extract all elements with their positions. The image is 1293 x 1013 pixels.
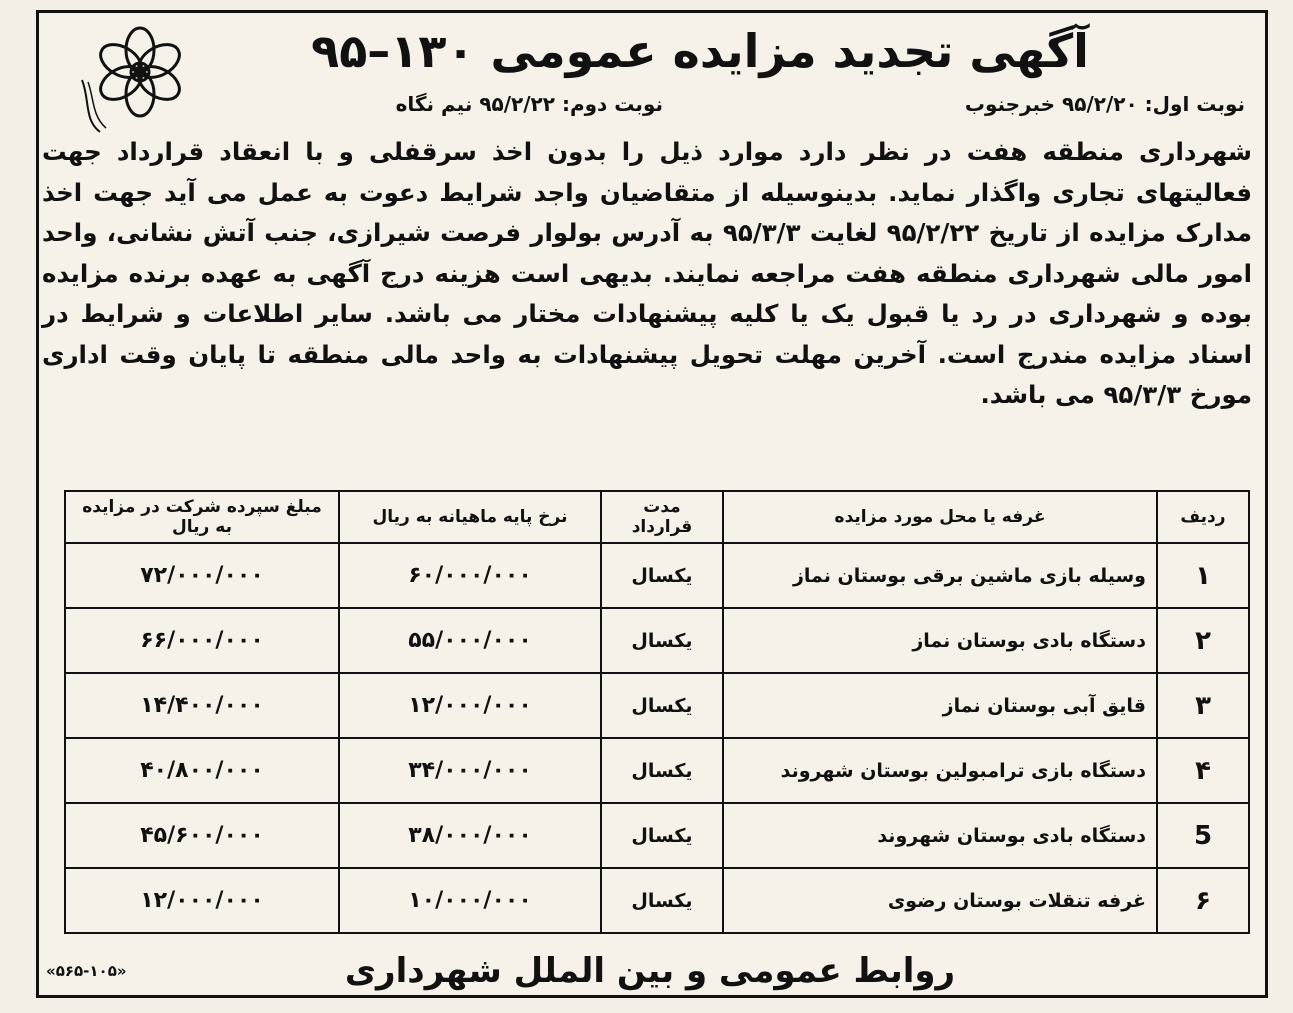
table-row [65, 673, 1249, 738]
table-row [65, 608, 1249, 673]
row-place: دستگاه بادی بوستان شهروند [723, 803, 1157, 868]
row-rate: ۵۵/۰۰۰/۰۰۰ [339, 608, 601, 673]
header-row-number: ردیف [1157, 491, 1249, 543]
row-deposit: ۴۰/۸۰۰/۰۰۰ [65, 738, 339, 803]
table-row [65, 868, 1249, 933]
row-number: ۳ [1157, 673, 1249, 738]
notice-body: شهرداری منطقه هفت در نظر دارد موارد ذیل را بدون اخذ سرقفلی و با انعقاد قرارداد جهت فعالیتهای تجاری واگذار نماید. بدینوسیله از متقاضیان واجد شرایط دعوت به عمل می آید جهت اخذ مدارک مزایده از تاریخ ۹۵/۲/۲۲ لغایت ۹۵/۳/۳ به آدرس بولوار فرصت شیرازی، جنب آتش نشانی، واحد امور مالی شهرداری منطقه هفت مراجعه نمایند. بدیهی است هزینه درج آگهی به عهده برنده مزایده بوده و شهرداری در رد یا قبول یک یا کلیه پیشنهادات مختار می باشد. سایر اطلاعات و شرایط در اسناد مزایده مندرج است. آخرین مهلت تحویل پیشنهادات به واحد مالی منطقه تا پایان وقت اداری مورخ ۹۵/۳/۳ می باشد. [42, 137, 1252, 409]
row-number: ۶ [1157, 868, 1249, 933]
municipality-logo [70, 20, 185, 135]
row-deposit: ۱۲/۰۰۰/۰۰۰ [65, 868, 339, 933]
row-rate: ۱۰/۰۰۰/۰۰۰ [339, 868, 601, 933]
second-issue-line: نوبت دوم: ۹۵/۲/۲۲ نیم نگاه [395, 92, 663, 116]
notice-title: آگهی تجدید مزایده عمومی ۱۳۰–۹۵ [311, 24, 1089, 78]
row-term: یکسال [601, 738, 723, 803]
row-rate: ۱۲/۰۰۰/۰۰۰ [339, 673, 601, 738]
ad-code: «۵۶۵-۱۰۵» [46, 962, 127, 980]
table-row [65, 803, 1249, 868]
row-place: وسیله بازی ماشین برقی بوستان نماز [723, 543, 1157, 608]
first-issue-line: نوبت اول: ۹۵/۲/۲۰ خبرجنوب [964, 92, 1245, 116]
row-deposit: ۴۵/۶۰۰/۰۰۰ [65, 803, 339, 868]
row-deposit: ۷۲/۰۰۰/۰۰۰ [65, 543, 339, 608]
row-term: یکسال [601, 803, 723, 868]
row-number: ۲ [1157, 608, 1249, 673]
row-place: دستگاه بادی بوستان نماز [723, 608, 1157, 673]
row-place: غرفه تنقلات بوستان رضوی [723, 868, 1157, 933]
header-place: غرفه یا محل مورد مزایده [723, 491, 1157, 543]
row-rate: ۶۰/۰۰۰/۰۰۰ [339, 543, 601, 608]
row-rate: ۳۸/۰۰۰/۰۰۰ [339, 803, 601, 868]
auction-items-table [64, 490, 1250, 934]
header-term: مدت قرارداد [601, 491, 723, 543]
row-term: یکسال [601, 868, 723, 933]
table-header-row [65, 491, 1249, 543]
row-term: یکسال [601, 543, 723, 608]
row-place: قایق آبی بوستان نماز [723, 673, 1157, 738]
row-number: ۱ [1157, 543, 1249, 608]
row-deposit: ۱۴/۴۰۰/۰۰۰ [65, 673, 339, 738]
row-term: یکسال [601, 608, 723, 673]
table-row [65, 738, 1249, 803]
table-row [65, 543, 1249, 608]
header-rate: نرخ پایه ماهیانه به ریال [339, 491, 601, 543]
row-deposit: ۶۶/۰۰۰/۰۰۰ [65, 608, 339, 673]
header-deposit: مبلغ سپرده شرکت در مزایده به ریال [65, 491, 339, 543]
row-number: 5 [1157, 803, 1249, 868]
row-number: ۴ [1157, 738, 1249, 803]
signature-line: روابط عمومی و بین الملل شهرداری [344, 951, 956, 991]
row-term: یکسال [601, 673, 723, 738]
row-rate: ۳۴/۰۰۰/۰۰۰ [339, 738, 601, 803]
row-place: دستگاه بازی ترامبولین بوستان شهروند [723, 738, 1157, 803]
